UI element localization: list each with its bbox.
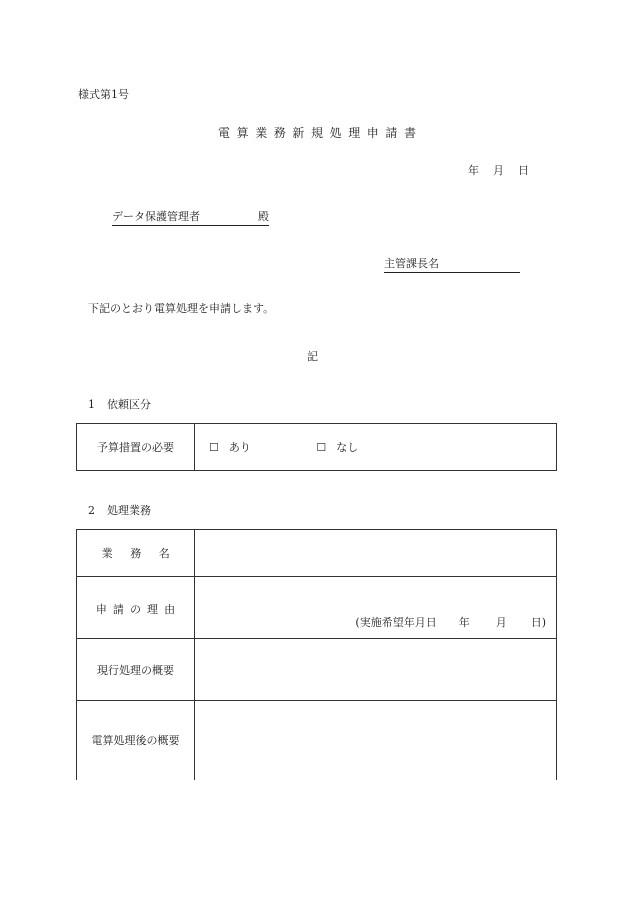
checkbox-icon[interactable]: ☐: [209, 441, 219, 454]
request-type-table: [76, 423, 557, 471]
section1-heading: [88, 396, 151, 412]
section2-title: 処理業務: [107, 504, 151, 517]
section1-number: 1: [88, 398, 95, 411]
applicant-line: [384, 255, 520, 273]
desired-date-month: 月: [495, 616, 507, 629]
desired-date-year: 年: [458, 616, 470, 629]
business-name-label: 業務名: [77, 530, 195, 577]
after-process-label: 電算処理後の概要: [77, 701, 195, 780]
option-no-label: なし: [336, 441, 359, 454]
desired-date: [355, 614, 546, 630]
form-number: 様式第1号: [78, 88, 129, 101]
desired-date-day: 日): [530, 616, 546, 629]
date-year-label: 年: [468, 164, 479, 177]
application-reason-field[interactable]: [195, 577, 557, 639]
after-process-field[interactable]: [195, 701, 557, 780]
business-table: [76, 529, 557, 780]
application-reason-label: 申請の理由: [77, 577, 195, 639]
budget-options-cell: [195, 424, 557, 471]
applicant-label: 主管課長名: [384, 257, 439, 270]
date-month-label: 月: [493, 164, 504, 177]
checkbox-icon[interactable]: ☐: [316, 441, 327, 454]
option-no[interactable]: [316, 439, 358, 455]
business-name-field[interactable]: [195, 530, 557, 577]
document-title: 電算業務新規処理申請書: [218, 126, 423, 140]
section1-title: 依頼区分: [107, 398, 151, 411]
current-process-label: 現行処理の概要: [77, 639, 195, 701]
section2-number: 2: [88, 504, 95, 517]
desired-date-prefix: (実施希望年月日: [355, 616, 437, 629]
budget-needed-label: 予算措置の必要: [77, 424, 195, 471]
date-line: [468, 162, 529, 178]
addressee-honorific: 殿: [258, 210, 269, 223]
option-yes-label: あり: [228, 441, 251, 454]
addressee-name: データ保護管理者: [112, 210, 200, 223]
ki-heading: 記: [307, 350, 318, 363]
addressee-line: [112, 208, 269, 226]
option-yes[interactable]: [209, 439, 251, 455]
intro-text: 下記のとおり電算処理を申請します。: [88, 302, 275, 315]
current-process-field[interactable]: [195, 639, 557, 701]
section2-heading: [88, 502, 151, 518]
date-day-label: 日: [518, 164, 529, 177]
